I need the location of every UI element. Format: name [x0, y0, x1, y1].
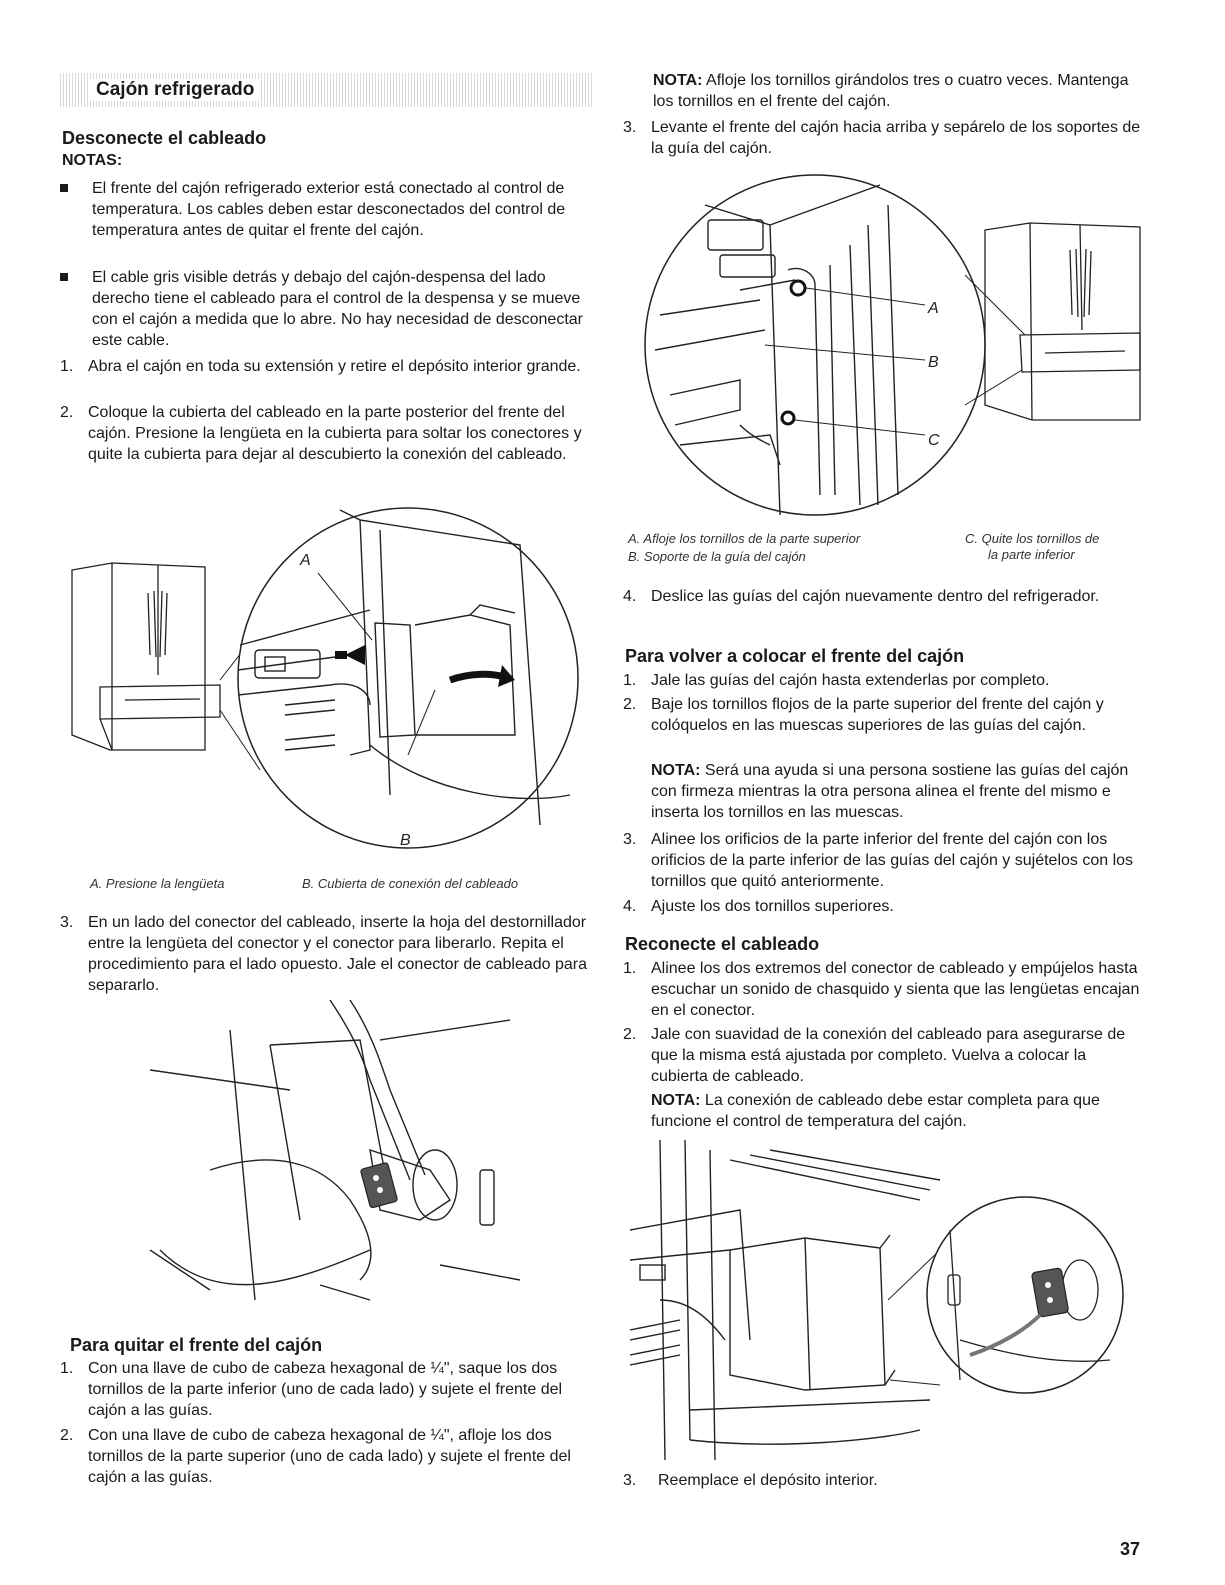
step-item: 1. Jale las guías del cajón hasta extenderlas por completo. [623, 672, 1050, 689]
figure-caption-c-continued: la parte inferior [988, 547, 1075, 562]
figure-caption-a: A. Presione la lengüeta [90, 876, 225, 891]
heading-reconnect-wiring: Reconecte el cableado [625, 934, 820, 954]
note-helper: NOTA: Será una ayuda si una persona sostiene las guías del cajón con firmeza mientras la otra persona alinea el frente del mismo e inserta los tornillos en las muescas. [651, 762, 1129, 821]
heading-remove-drawer-front: Para quitar el frente del cajón [70, 1335, 323, 1355]
step-item: 4. Ajuste los dos tornillos superiores. [623, 898, 894, 915]
note-connection-complete: NOTA: La conexión de cableado debe estar completa para que funcione el control de temperatura del cajón. [651, 1092, 1100, 1130]
step-item: 2. Baje los tornillos flojos de la parte superior del frente del cajón y colóquelos en las muescas superiores de las guías del cajón. [623, 696, 1104, 734]
heading-replace-drawer-front: Para volver a colocar el frente del cajón [625, 646, 965, 666]
figure-caption-c: C. Quite los tornillos de [965, 531, 1100, 546]
bullet-square-icon [60, 184, 68, 192]
note-bullet-1: El frente del cajón refrigerado exterior está conectado al control de temperatura. Los cables deben estar desconectados del control de temperatura antes de quitar el frente del cajón. [58, 178, 593, 241]
page-number: 37 [1119, 1539, 1140, 1559]
step-item: 3. Reemplace el depósito interior. [623, 1472, 878, 1489]
step-item: 3. En un lado del conector del cableado, inserte la hoja del destornillador entre la lengüeta del conector y el conector para liberarlo. Repita el procedimiento para el lado opuesto. Jale el conector de cableado para separarlo. [60, 914, 587, 994]
screwdriver-connector-illustration [140, 1000, 520, 1310]
step-item: 1. Con una llave de cubo de cabeza hexagonal de ¼", saque los dos tornillos de la parte inferior (uno de cada lado) y sujete el frente del cajón a las guías. [60, 1360, 563, 1419]
figure-caption-b: B. Cubierta de conexión del cableado [302, 876, 519, 891]
step-item: 4. Deslice las guías del cajón nuevamente dentro del refrigerador. [623, 588, 1100, 605]
notes-label: NOTAS: [62, 152, 123, 169]
note-loosen-screws: NOTA: Afloje los tornillos girándolos tres o cuatro veces. Mantenga los tornillos en el frente del cajón. [653, 72, 1129, 110]
heading-disconnect-wiring: Desconecte el cableado [62, 128, 267, 148]
step-item: 2. Con una llave de cubo de cabeza hexagonal de ¼", afloje los dos tornillos de la parte superior (uno de cada lado) y sujete el frente del cajón a las guías. [60, 1427, 571, 1486]
reconnect-wiring-illustration [630, 1140, 1130, 1465]
step-item: 2. Coloque la cubierta del cableado en la parte posterior del frente del cajón. Presione la lengüeta en la cubierta para soltar los conectores y quite la cubierta para dejar al descubierto la conexión del cableado. [60, 404, 582, 463]
figure-caption-a: A. Afloje los tornillos de la parte superior [628, 531, 861, 546]
step-item: 1. Alinee los dos extremos del conector de cableado y empújelos hasta escuchar un sonido de chasquido y sienta que las lengüetas encajan en el conector. [623, 960, 1140, 1019]
wiring-cover-illustration [70, 505, 600, 870]
figure-label-c: C [928, 432, 940, 449]
step-item: 2. Jale con suavidad de la conexión del cableado para asegurarse de que la misma está ajustada por completo. Vuelva a colocar la cubierta de cableado. [623, 1026, 1126, 1085]
figure-label-a: A [928, 300, 939, 317]
figure-label-a: A [300, 552, 311, 569]
figure-label-b: B [928, 354, 939, 371]
section-header-bar [60, 73, 592, 107]
drawer-bracket-illustration [620, 165, 1150, 520]
step-item: 1. Abra el cajón en toda su extensión y retire el depósito interior grande. [60, 358, 581, 375]
note-bullet-2: El cable gris visible detrás y debajo del cajón-despensa del lado derecho tiene el cableado para el control de la despensa y se mueve con el cajón a medida que lo abre. No hay necesidad de desconectar este cable. [58, 267, 593, 351]
figure-caption-b: B. Soporte de la guía del cajón [628, 549, 806, 564]
section-title: Cajón refrigerado [90, 79, 260, 101]
figure-label-b: B [400, 832, 411, 849]
bullet-square-icon [60, 273, 68, 281]
step-item: 3. Levante el frente del cajón hacia arriba y sepárelo de los soportes de la guía del cajón. [623, 119, 1141, 157]
step-item: 3. Alinee los orificios de la parte inferior del frente del cajón con los orificios de la parte inferior de las guías del cajón y sujételos con los tornillos que quitó anteriormente. [623, 831, 1134, 890]
